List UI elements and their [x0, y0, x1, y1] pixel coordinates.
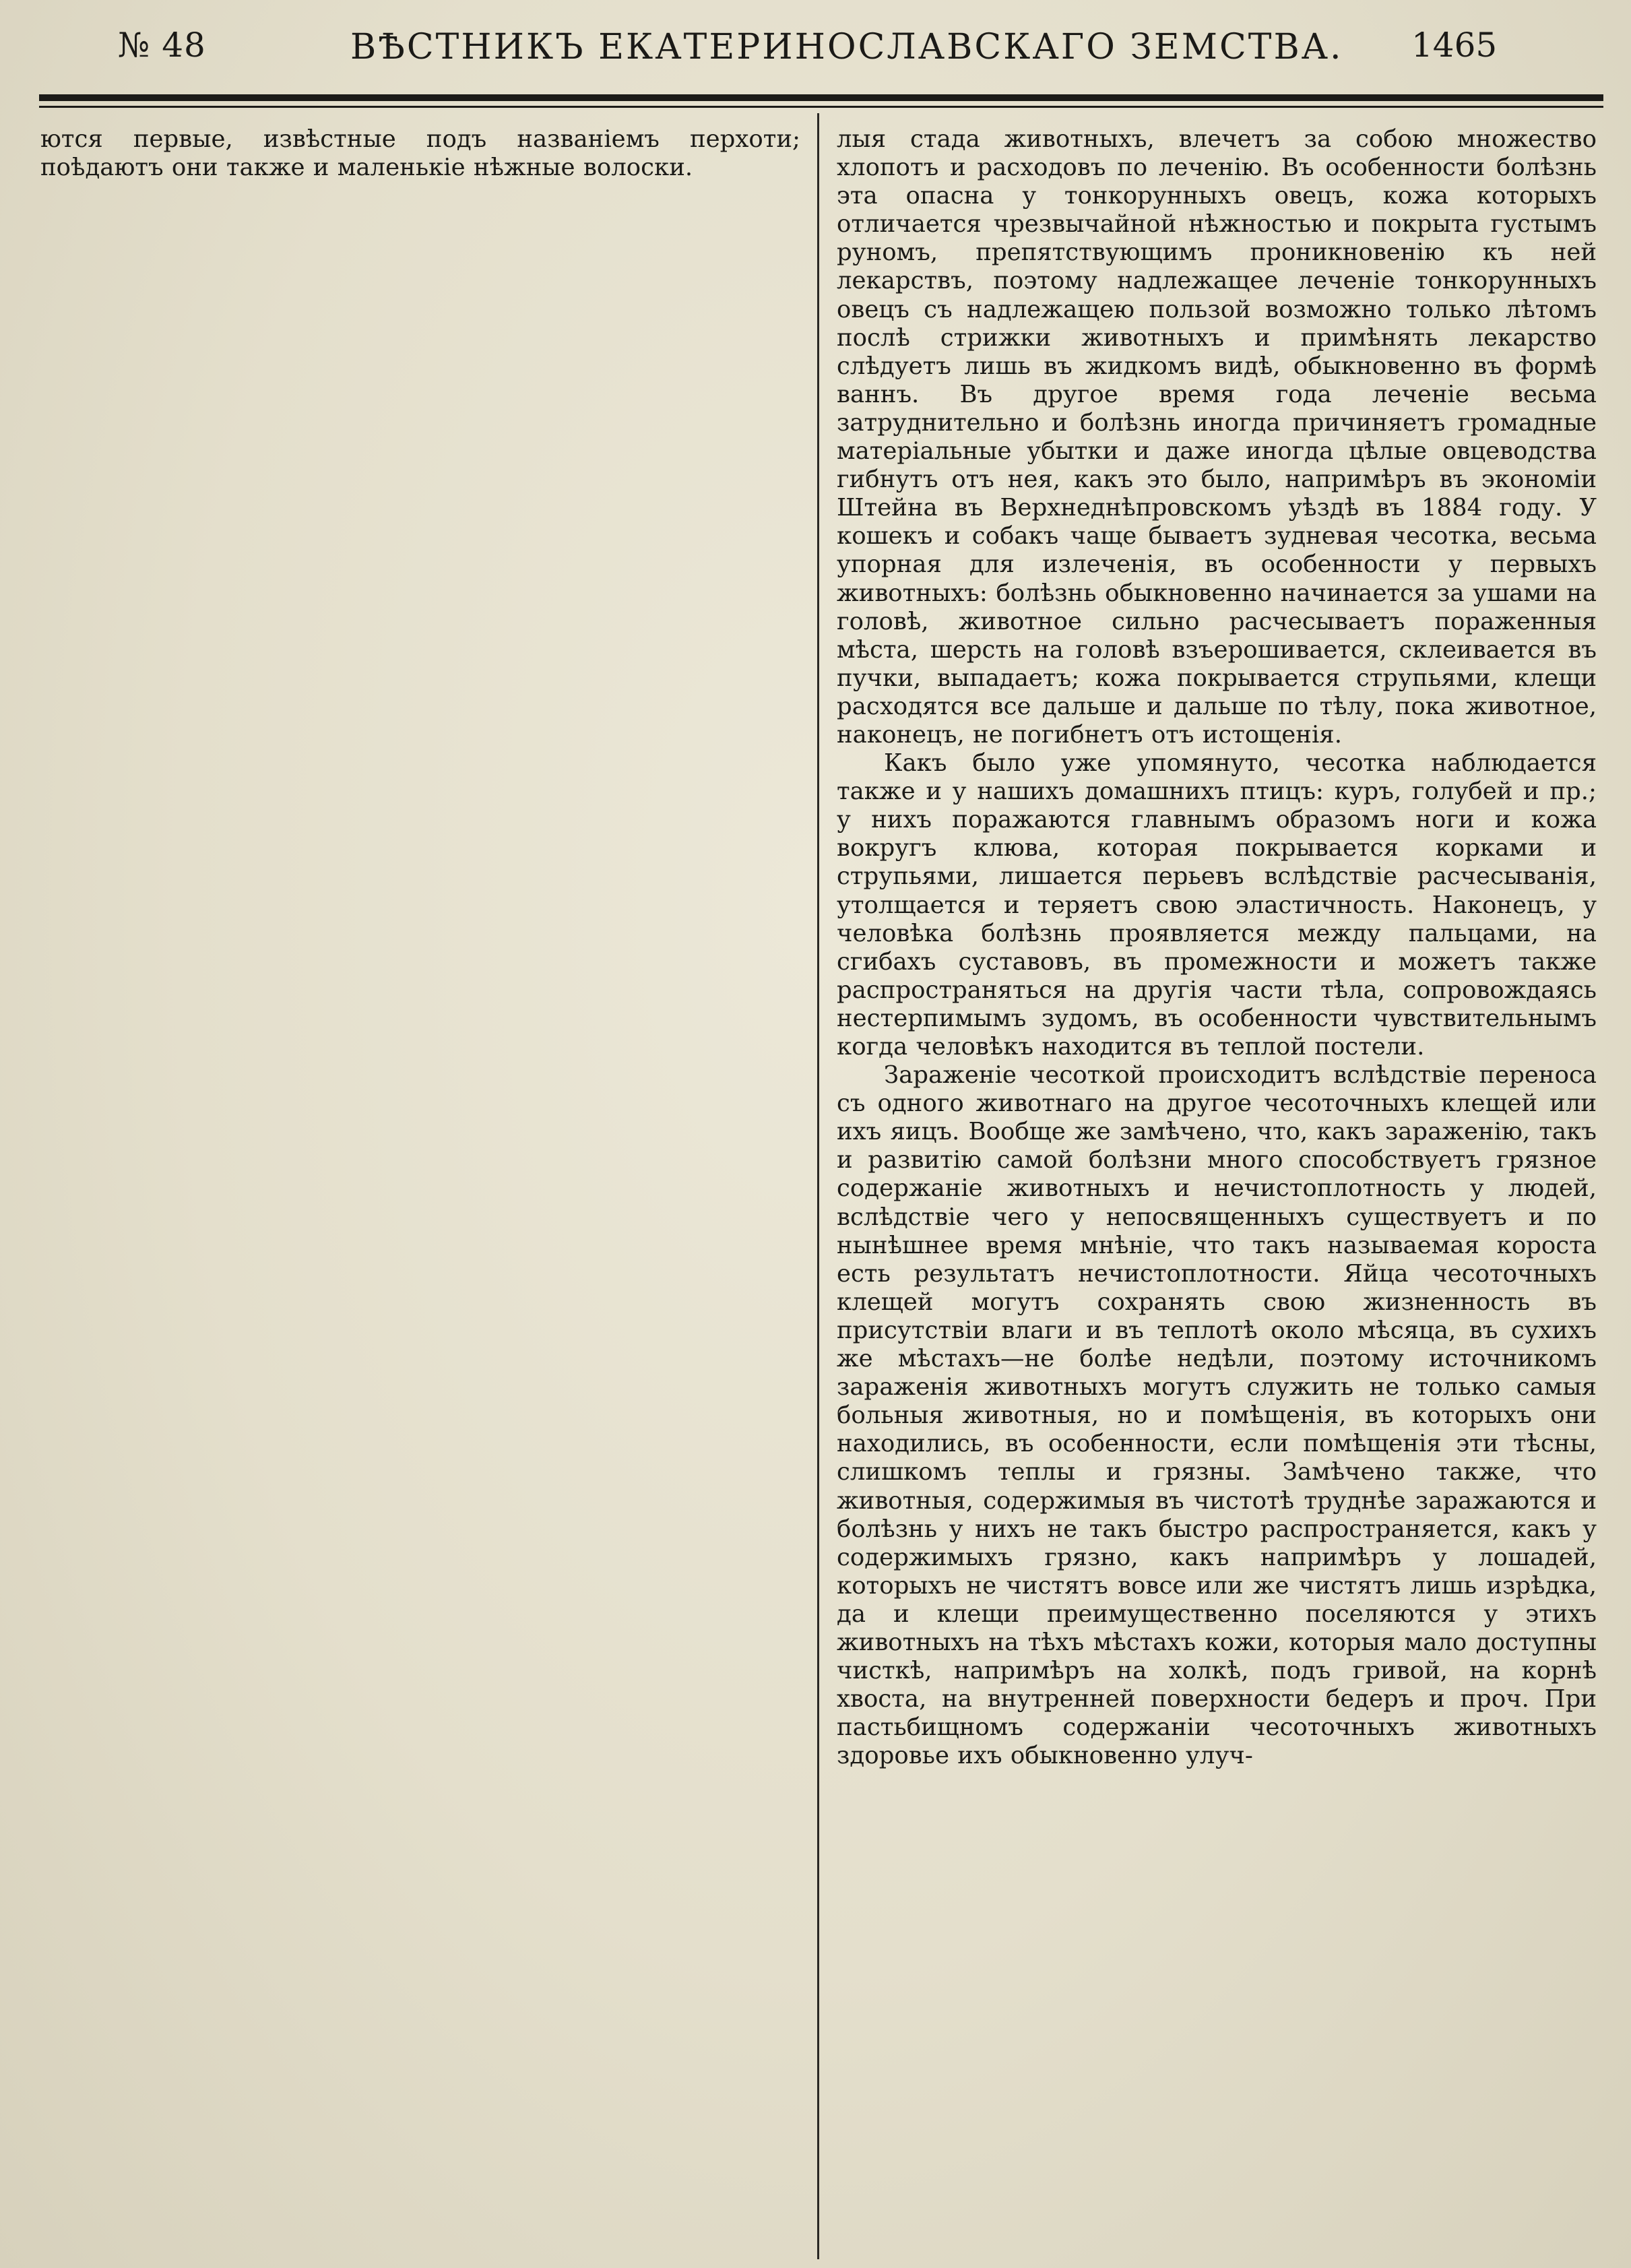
page-header	[0, 0, 1631, 101]
left-column	[40, 125, 800, 2265]
issue-number: № 48	[118, 26, 206, 65]
column-divider	[817, 113, 819, 2259]
left-paragraph-1: ются первые, извѣстные подъ названіемъ перхоти; поѣдаютъ они также и маленькіе нѣжные волоски.	[40, 125, 800, 182]
right-paragraph-3: Зараженіе чесоткой происходитъ вслѣдствіе переноса съ одного животнаго на другое чесоточныхъ клещей или ихъ яицъ. Вообще же замѣчено, что, какъ зараженію, такъ и развитію самой болѣзни много способствуетъ грязное содержаніе животныхъ и нечистоплотность у людей, вслѣдствіе чего у непосвященныхъ существуетъ и по нынѣшнее время мнѣніе, что такъ называемая короста есть результатъ нечистоплотности. Яйца чесоточныхъ клещей могутъ сохранять свою жизненность въ присутствіи влаги и въ теплотѣ около мѣсяца, въ сухихъ же мѣстахъ—не болѣе недѣли, поэтому источникомъ зараженія животныхъ могутъ служить не только самыя больныя животныя, но и помѣщенія, въ которыхъ они находились, въ особенности, если помѣщенія эти тѣсны, слишкомъ теплы и грязны. Замѣчено также, что животныя, содержимыя въ чистотѣ труднѣе заражаются и болѣзнь у нихъ не такъ быстро распространяется, какъ у содержимыхъ грязно, какъ напримѣръ у лошадей, которыхъ не чистятъ вовсе или же чистятъ лишь изрѣдка, да и клещи преимущественно поселяются у этихъ животныхъ на тѣхъ мѣстахъ кожи, которыя мало доступны чисткѣ, напримѣръ на холкѣ, подъ гривой, на корнѣ хвоста, на внутренней поверхности бедеръ и проч. При пастьбищномъ содержаніи чесоточныхъ животныхъ здоровье ихъ обыкновенно улуч-	[837, 1061, 1597, 1770]
journal-title: ВѢСТНИКЪ ЕКАТЕРИНОСЛАВСКАГО ЗЕМСТВА.	[350, 27, 1343, 67]
header-rule-thin	[39, 106, 1603, 108]
header-rule-thick	[39, 94, 1603, 101]
right-paragraph-1: лыя стада животныхъ, влечетъ за собою множество хлопотъ и расходовъ по леченію. Въ особенности болѣзнь эта опасна у тонкорунныхъ овецъ, кожа которыхъ отличается чрезвычайной нѣжностью и покрыта густымъ руномъ, препятствующимъ проникновенію къ ней лекарствъ, поэтому надлежащее леченіе тонкорунныхъ овецъ съ надлежащею пользой возможно только лѣтомъ послѣ стрижки животныхъ и примѣнять лекарство слѣдуетъ лишь въ жидкомъ видѣ, обыкновенно въ формѣ ваннъ. Въ другое время года леченіе весьма затруднительно и болѣзнь иногда причиняетъ громадные матеріальные убытки и даже иногда цѣлые овцеводства гибнутъ отъ нея, какъ это было, напримѣръ въ экономіи Штейна въ Верхнеднѣпровскомъ уѣздѣ въ 1884 году. У кошекъ и собакъ чаще бываетъ зудневая чесотка, весьма упорная для излеченія, въ особенности у первыхъ животныхъ: болѣзнь обыкновенно начинается за ушами на головѣ, животное сильно расчесываетъ пораженныя мѣста, шерсть на головѣ взъерошивается, склеивается въ пучки, выпадаетъ; кожа покрывается струпьями, клещи расходятся все дальше и дальше по тѣлу, пока животное, наконецъ, не погибнетъ отъ истощенія.	[837, 125, 1597, 749]
right-column	[837, 125, 1597, 2265]
page-number: 1465	[1411, 26, 1498, 65]
right-paragraph-2: Какъ было уже упомянуто, чесотка наблюдается также и у нашихъ домашнихъ птицъ: куръ, голубей и пр.; у нихъ поражаются главнымъ образомъ ноги и кожа вокругъ клюва, которая покрывается корками и струпьями, лишается перьевъ вслѣдствіе расчесыванія, утолщается и теряетъ свою эластичность. Наконецъ, у человѣка болѣзнь проявляется между пальцами, на сгибахъ суставовъ, въ промежности и можетъ также распространяться на другія части тѣла, сопровождаясь нестерпимымъ зудомъ, въ особенности чувствительнымъ когда человѣкъ находится въ теплой постели.	[837, 749, 1597, 1061]
